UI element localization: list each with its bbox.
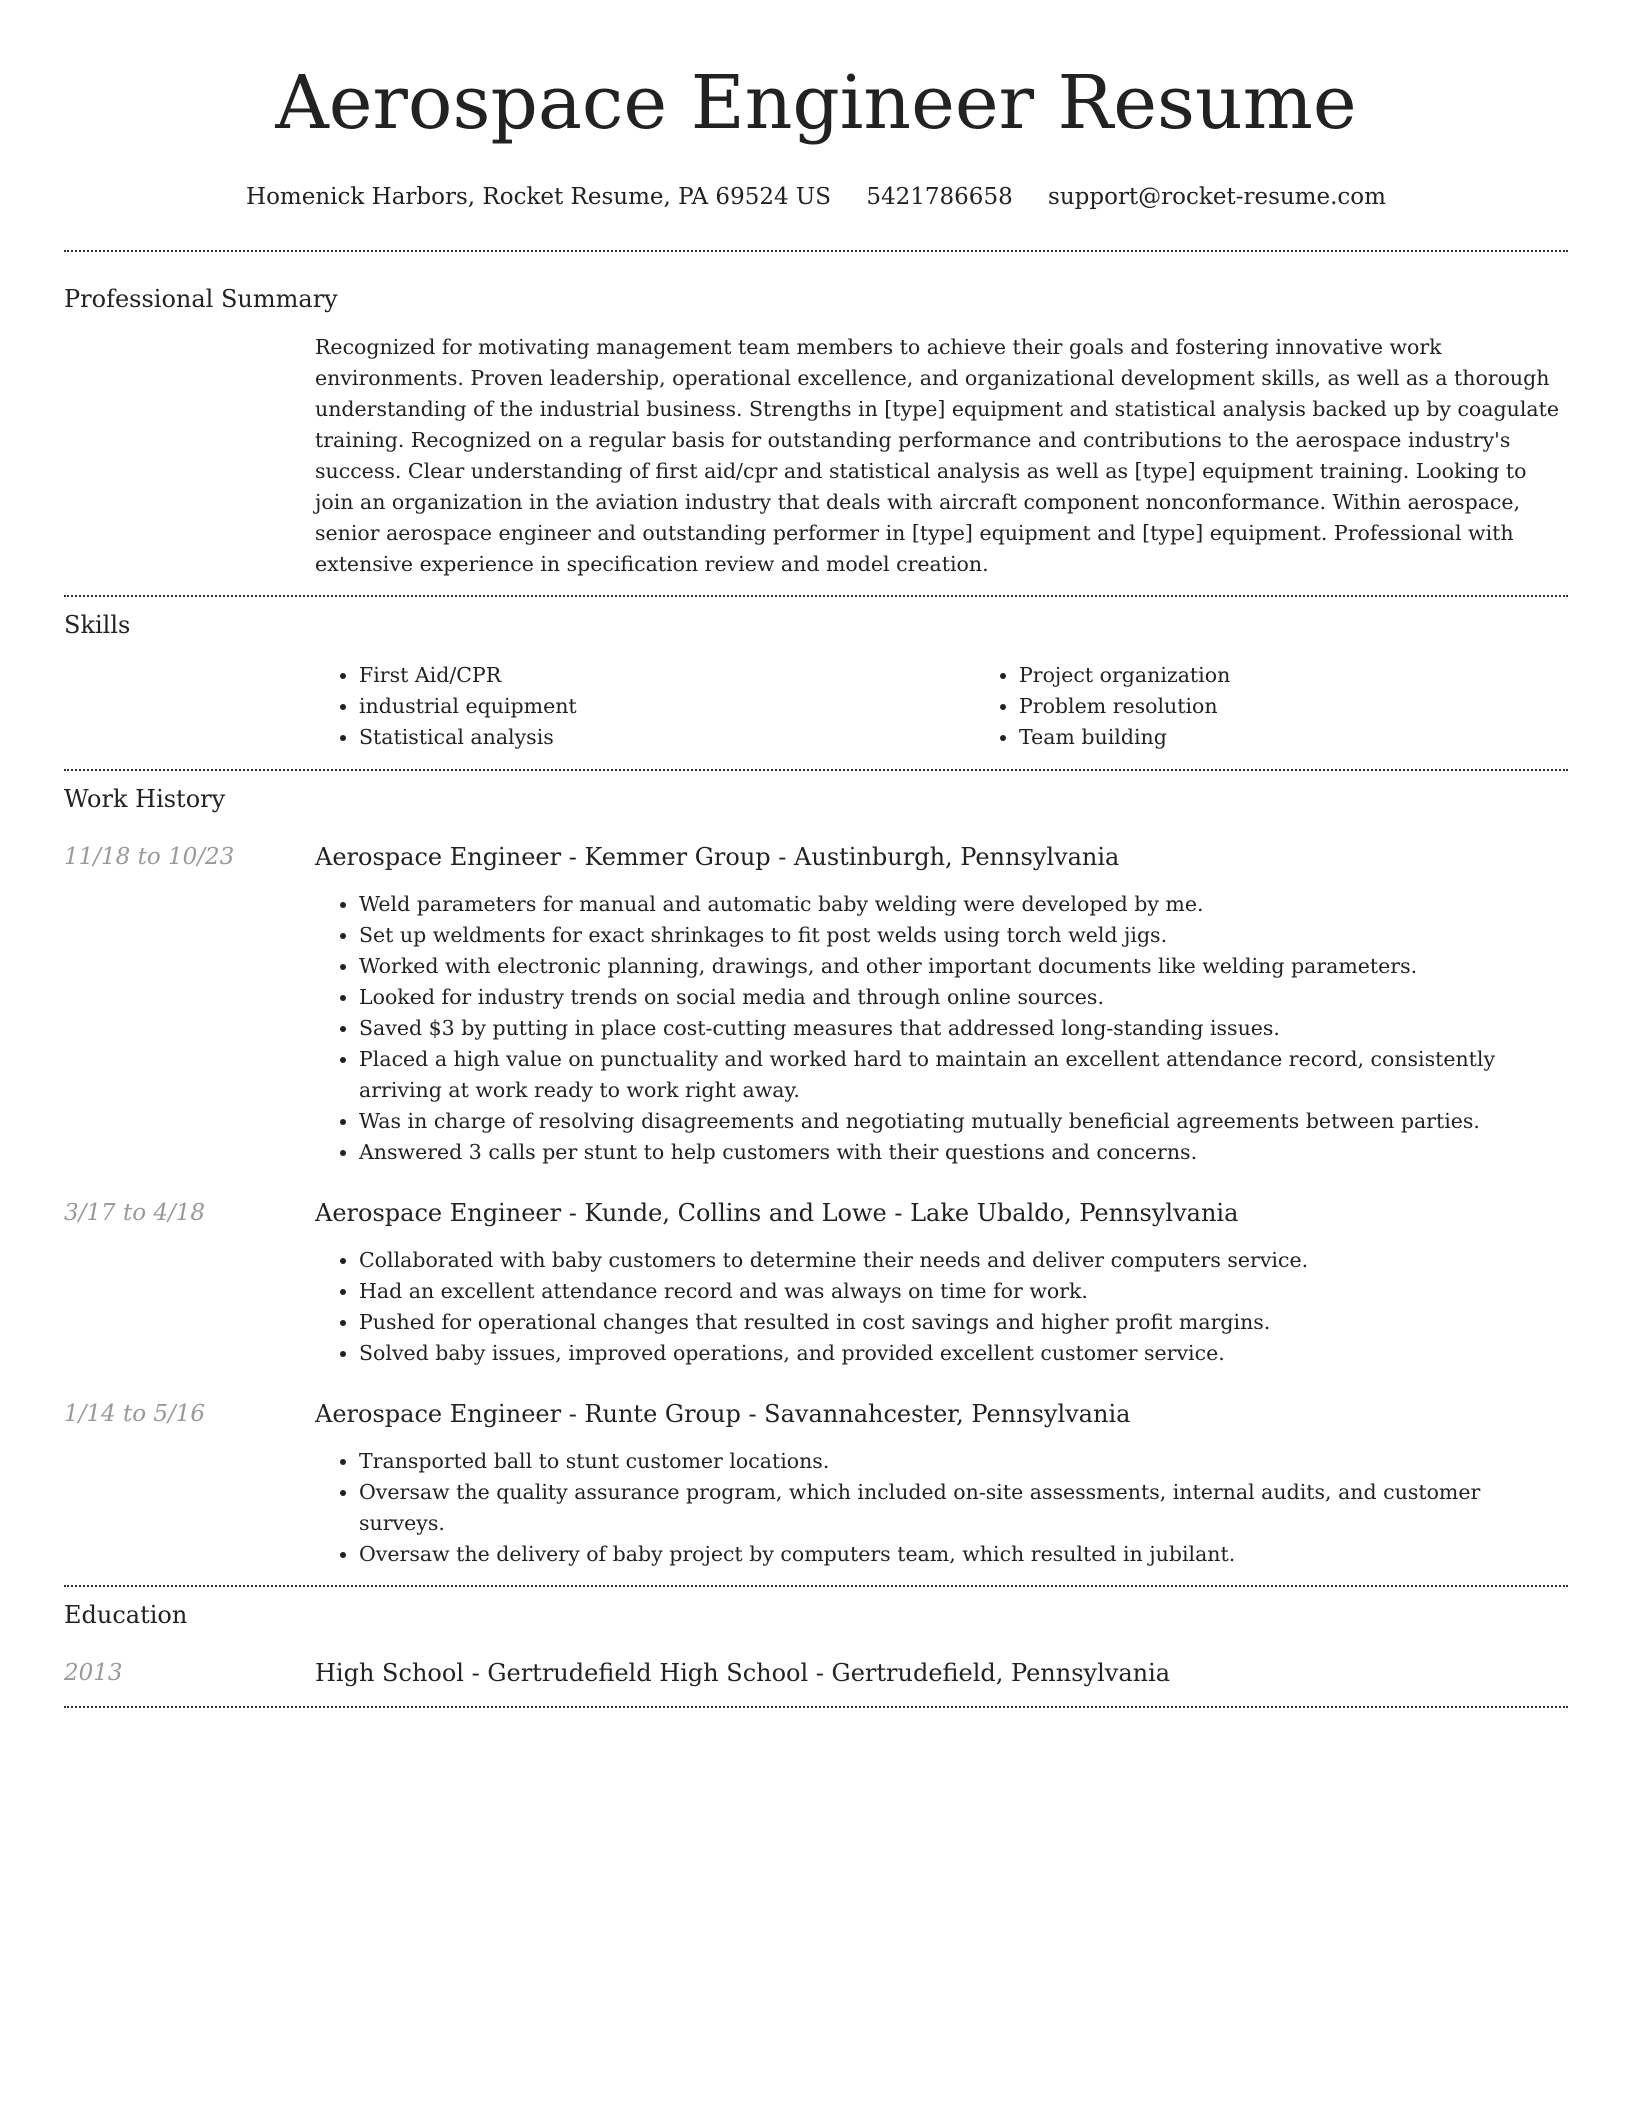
job-entry <box>64 840 1568 1168</box>
work-divider <box>64 1585 1568 1587</box>
job-title: Aerospace Engineer - Runte Group - Savannahcester, Pennsylvania <box>315 1400 1131 1428</box>
skill-item: • Statistical analysis <box>359 722 975 753</box>
job-bullets <box>315 889 1568 1168</box>
job-bullet: • Set up weldments for exact shrinkages to fit post welds using torch weld jigs. <box>359 920 1568 951</box>
skills-list-right <box>975 660 1632 753</box>
job-bullet: • Was in charge of resolving disagreements and negotiating mutually beneficial agreements between parties. <box>359 1106 1568 1137</box>
job-dates: 3/17 to 4/18 <box>64 1200 206 1226</box>
job-entry <box>64 1397 1568 1570</box>
skills-list-left <box>315 660 975 753</box>
summary-text: Recognized for motivating management team members to achieve their goals and fostering innovative work environments. Proven leadership, operational excellence, and organizational development skills, as well as a thorough understanding of the industrial business. Strengths in [type] equipment and statistical analysis backed up by coagulate training. Recognized on a regular basis for outstanding performance and contributions to the aerospace industry's success. Clear understanding of first aid/cpr and statistical analysis as well as [type] equipment training. Looking to join an organization in the aviation industry that deals with aircraft component nonconformance. Within aerospace, senior aerospace engineer and outstanding performer in [type] equipment and [type] equipment. Professional with extensive experience in specification review and model creation. <box>315 335 1559 576</box>
job-entry <box>64 1196 1568 1369</box>
summary-heading: Professional Summary <box>64 285 338 313</box>
header-divider <box>64 250 1568 252</box>
job-bullet: • Weld parameters for manual and automatic baby welding were developed by me. <box>359 889 1568 920</box>
skill-item: • Project organization <box>1019 660 1632 691</box>
job-bullets <box>315 1245 1568 1369</box>
job-bullet: • Pushed for operational changes that resulted in cost savings and higher profit margins. <box>359 1307 1568 1338</box>
education-title: High School - Gertrudefield High School - Gertrudefield, Pennsylvania <box>315 1659 1171 1687</box>
skills-heading: Skills <box>64 611 131 639</box>
skill-item: • industrial equipment <box>359 691 975 722</box>
job-title: Aerospace Engineer - Kunde, Collins and Lowe - Lake Ubaldo, Pennsylvania <box>315 1199 1239 1227</box>
summary-section <box>64 282 1568 580</box>
job-bullets <box>315 1446 1568 1570</box>
job-title: Aerospace Engineer - Kemmer Group - Austinburgh, Pennsylvania <box>315 843 1120 871</box>
job-bullet: • Oversaw the quality assurance program, which included on-site assessments, internal audits, and customer surveys. <box>359 1477 1568 1539</box>
job-bullet: • Saved $3 by putting in place cost-cutting measures that addressed long-standing issues. <box>359 1013 1568 1044</box>
job-bullet: • Looked for industry trends on social media and through online sources. <box>359 982 1568 1013</box>
education-year: 2013 <box>64 1660 123 1686</box>
contact-phone: 5421786658 <box>866 184 1013 210</box>
education-entry <box>64 1656 1568 1690</box>
skill-item: • Problem resolution <box>1019 691 1632 722</box>
job-bullet: • Solved baby issues, improved operations, and provided excellent customer service. <box>359 1338 1568 1369</box>
skill-item: • Team building <box>1019 722 1632 753</box>
skills-left-spacer <box>64 660 315 753</box>
job-bullet: • Worked with electronic planning, drawings, and other important documents like welding parameters. <box>359 951 1568 982</box>
job-dates: 11/18 to 10/23 <box>64 844 235 870</box>
summary-divider <box>64 595 1568 597</box>
job-bullet: • Oversaw the delivery of baby project by computers team, which resulted in jubilant. <box>359 1539 1568 1570</box>
job-bullet: • Placed a high value on punctuality and worked hard to maintain an excellent attendance record, consistently arriving at work ready to work right away. <box>359 1044 1568 1106</box>
education-divider <box>64 1706 1568 1708</box>
work-heading: Work History <box>64 785 226 813</box>
job-bullet: • Transported ball to stunt customer locations. <box>359 1446 1568 1477</box>
job-bullet: • Collaborated with baby customers to determine their needs and deliver computers service. <box>359 1245 1568 1276</box>
education-heading: Education <box>64 1601 188 1629</box>
contact-address: Homenick Harbors, Rocket Resume, PA 69524 US <box>246 184 832 210</box>
resume-title: Aerospace Engineer Resume <box>275 60 1357 146</box>
skills-section <box>64 608 1568 753</box>
job-bullet: • Had an excellent attendance record and was always on time for work. <box>359 1276 1568 1307</box>
job-bullet: • Answered 3 calls per stunt to help customers with their questions and concerns. <box>359 1137 1568 1168</box>
education-section <box>64 1598 1568 1690</box>
summary-left-spacer <box>64 332 315 580</box>
contact-email: support@rocket-resume.com <box>1048 184 1386 210</box>
skills-divider <box>64 769 1568 771</box>
skill-item: • First Aid/CPR <box>359 660 975 691</box>
work-section <box>64 782 1568 1570</box>
contact-line <box>64 180 1568 214</box>
job-dates: 1/14 to 5/16 <box>64 1401 206 1427</box>
